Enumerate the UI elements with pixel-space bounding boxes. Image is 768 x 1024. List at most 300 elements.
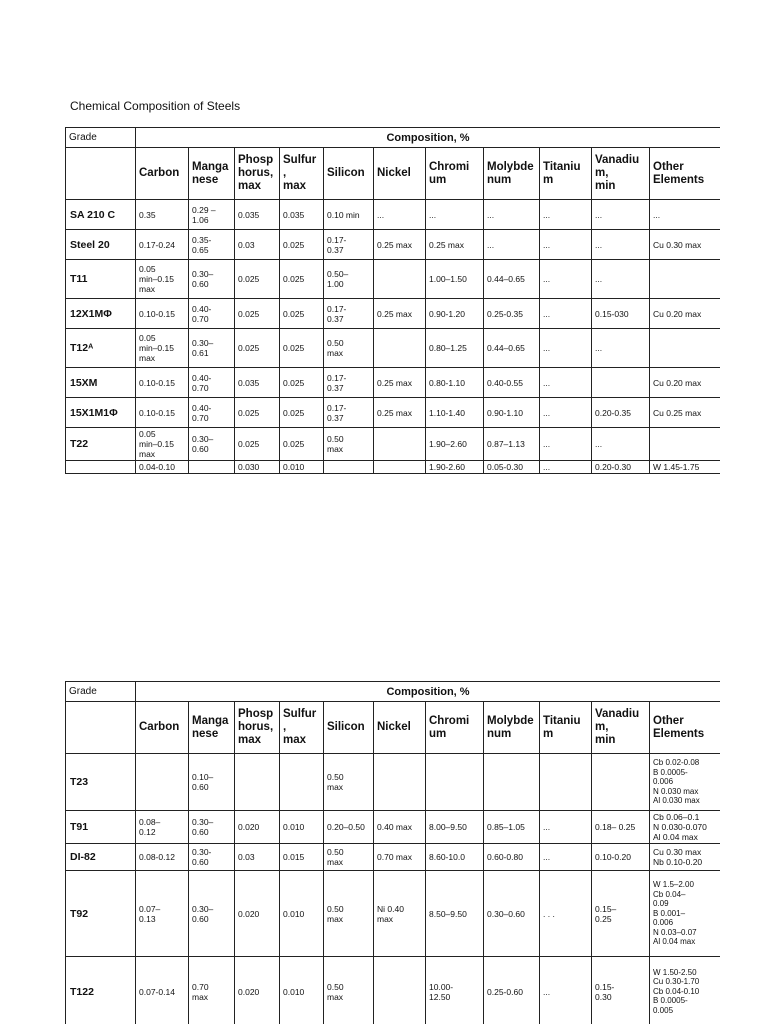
cell-line: 0.80–1.25 [429, 343, 467, 353]
cell-line: 0.13 [139, 913, 156, 924]
composition-cell [592, 461, 650, 474]
cell-line: 0.08– [139, 817, 161, 827]
cell-line: W 1.50-2.50 [653, 967, 697, 977]
composition-cell [592, 398, 650, 428]
cell-line: 0.20-0.30 [595, 462, 631, 472]
cell-line: 0.25-0.35 [487, 308, 523, 319]
cell-line: 0.10 min [327, 209, 360, 220]
composition-cell [374, 428, 426, 461]
cell-line: min–0.15 [139, 439, 174, 449]
cell-line: 10.00- [429, 981, 454, 992]
table-row [66, 200, 721, 230]
composition-cell [280, 398, 324, 428]
cell-line: ... [653, 209, 661, 220]
cell-line: ... [595, 209, 603, 220]
column-header [324, 702, 374, 754]
composition-cell [189, 957, 235, 1024]
cell-line: 0.70 [192, 382, 209, 393]
composition-cell [540, 299, 592, 329]
cell-line: 0.17-0.24 [139, 239, 175, 250]
column-header [484, 148, 540, 200]
composition-cell [592, 299, 650, 329]
composition-cell [189, 230, 235, 260]
composition-cell [374, 754, 426, 811]
cell-line: 0.80-1.10 [429, 377, 465, 388]
cell-line: 1.90–2.60 [429, 439, 467, 449]
cell-line: 0.30– [192, 434, 214, 444]
table-2-body [66, 754, 721, 1024]
cell-line: 0.10-0.15 [139, 377, 175, 388]
cell-line: ... [543, 308, 551, 319]
composition-cell [189, 428, 235, 461]
composition-cell [136, 461, 189, 474]
cell-line: 0.15-030 [595, 308, 629, 319]
column-header-row [66, 702, 721, 754]
cell-line: Cu 0.30-1.70 [653, 977, 700, 987]
grade-cell: 12X1MΦ [66, 299, 136, 329]
cell-line: 0.50 [327, 903, 344, 914]
cell-line: ... [543, 239, 551, 250]
composition-cell [540, 260, 592, 299]
cell-line: max [327, 348, 344, 358]
cell-line: 0.025 [283, 308, 305, 319]
composition-cell [650, 844, 721, 871]
composition-cell [484, 230, 540, 260]
cell-line: ... [543, 986, 551, 997]
cell-line: ... [543, 407, 551, 418]
composition-cell [374, 461, 426, 474]
composition-cell [650, 871, 721, 957]
composition-cell [189, 811, 235, 844]
table-row [66, 230, 721, 260]
composition-cell [374, 260, 426, 299]
cell-line: 0.025 [283, 407, 305, 418]
cell-line: 0.12 [139, 827, 156, 837]
cell-line: max [139, 449, 156, 459]
composition-cell [324, 428, 374, 461]
cell-line: ... [595, 274, 603, 284]
composition-cell [540, 398, 592, 428]
composition-header: Composition, % [136, 682, 721, 702]
composition-cell [324, 811, 374, 844]
cell-line: 0.17- [327, 303, 347, 314]
table-row [66, 871, 721, 957]
composition-cell [280, 428, 324, 461]
table-row [66, 957, 721, 1024]
cell-line: max [327, 991, 344, 1002]
cell-line: 0.025 [283, 274, 305, 284]
cell-line: 0.10-0.20 [595, 852, 631, 862]
composition-cell [484, 871, 540, 957]
cell-line: 0.006 [653, 777, 674, 787]
cell-line: 1.06 [192, 214, 209, 225]
composition-cell [650, 428, 721, 461]
cell-line: 0.37 [327, 313, 344, 324]
cell-line: 0.10– [192, 772, 214, 782]
composition-cell [280, 957, 324, 1024]
grade-cell: Steel 20 [66, 230, 136, 260]
composition-cell [426, 871, 484, 957]
composition-cell [592, 871, 650, 957]
composition-cell [235, 329, 280, 368]
column-header-line: , [283, 721, 287, 733]
composition-cell [484, 398, 540, 428]
column-header [280, 702, 324, 754]
cell-line: 0.08-0.12 [139, 852, 175, 862]
cell-line: 0.006 [653, 918, 674, 928]
cell-line: max [192, 991, 209, 1002]
composition-cell [189, 754, 235, 811]
composition-cell [324, 398, 374, 428]
cell-line: Cb 0.04-0.10 [653, 986, 700, 996]
composition-cell [136, 260, 189, 299]
cell-line: 8.00–9.50 [429, 822, 467, 832]
column-header [235, 148, 280, 200]
composition-cell [189, 368, 235, 398]
composition-cell [235, 260, 280, 299]
composition-cell [136, 200, 189, 230]
cell-line: 0.70 [192, 981, 209, 992]
composition-cell [484, 844, 540, 871]
composition-cell [235, 368, 280, 398]
cell-line: 0.20-0.35 [595, 407, 631, 418]
column-header-line: horus, [238, 167, 274, 179]
cell-line: 0.70 [192, 412, 209, 423]
cell-line: 0.90-1.20 [429, 308, 465, 319]
composition-cell [592, 230, 650, 260]
composition-cell [235, 299, 280, 329]
cell-line: max [327, 444, 344, 454]
composition-cell [426, 428, 484, 461]
column-header [189, 148, 235, 200]
composition-cell [540, 200, 592, 230]
composition-table-1 [65, 127, 720, 504]
composition-cell [540, 754, 592, 811]
composition-cell [592, 428, 650, 461]
composition-cell [484, 260, 540, 299]
cell-line: 0.50 [327, 847, 344, 857]
grade-cell: 15XM [66, 368, 136, 398]
cell-line: ... [543, 439, 551, 449]
cell-line: Cb 0.02-0.08 [653, 758, 700, 768]
column-header-line: Titaniu [543, 714, 581, 727]
cell-line: 0.035 [283, 209, 305, 220]
composition-cell [592, 811, 650, 844]
cell-line: 0.50 [327, 434, 344, 444]
composition-cell [650, 398, 721, 428]
column-header-row [66, 148, 721, 200]
cell-line: 0.60 [192, 913, 209, 924]
cell-line: 8.60-10.0 [429, 852, 465, 862]
grade-header: Grade [66, 128, 136, 148]
grade-cell: T23 [66, 754, 136, 811]
cell-line: 0.44–0.65 [487, 274, 525, 284]
composition-cell [592, 200, 650, 230]
composition-cell [324, 754, 374, 811]
column-header-line: Nickel [377, 721, 411, 733]
column-header-line: , [283, 167, 287, 179]
column-header-line: Vanadiu [595, 708, 640, 720]
composition-cell [484, 811, 540, 844]
cell-line: 0.85–1.05 [487, 822, 525, 832]
composition-cell [235, 957, 280, 1024]
cell-line: min–0.15 [139, 343, 174, 353]
grade-cell: T22 [66, 428, 136, 461]
composition-cell [280, 844, 324, 871]
cell-line: 0.60-0.80 [487, 852, 523, 862]
composition-cell [484, 428, 540, 461]
composition-cell [235, 428, 280, 461]
cell-line: 0.25 max [429, 239, 464, 250]
cell-line: 0.020 [238, 986, 260, 997]
composition-cell [189, 398, 235, 428]
composition-cell [426, 811, 484, 844]
composition-cell [374, 844, 426, 871]
composition-cell [235, 754, 280, 811]
cell-line: 0.60 [192, 279, 209, 289]
cell-line: Cu 0.25 max [653, 407, 702, 418]
column-header-line: Carbon [139, 167, 180, 179]
composition-cell [426, 368, 484, 398]
cell-line: 0.025 [238, 439, 260, 449]
grade-cell: SA 210 C [66, 200, 136, 230]
grade-cell [66, 461, 136, 474]
composition-cell [324, 200, 374, 230]
column-header-line: Chromi [429, 160, 470, 173]
cell-line: ... [543, 822, 551, 832]
cell-line: Cb 0.06–0.1 [653, 812, 700, 822]
column-header-line: Vanadiu [595, 154, 640, 166]
cell-line: 0.010 [283, 822, 305, 832]
cell-line: 0.025 [283, 377, 305, 388]
composition-cell [136, 871, 189, 957]
composition-cell [650, 957, 721, 1024]
column-header-line: Silicon [327, 721, 365, 733]
column-header-line: min [595, 180, 616, 192]
column-header-line: m, [595, 167, 609, 179]
composition-cell [136, 811, 189, 844]
composition-cell [484, 299, 540, 329]
cell-line: 0.60 [192, 444, 209, 454]
composition-cell [540, 957, 592, 1024]
composition-cell [374, 871, 426, 957]
cell-line: 0.90-1.10 [487, 407, 523, 418]
column-header-line: Molybde [487, 714, 534, 727]
cell-line: 0.30– [192, 269, 214, 279]
composition-cell [650, 811, 721, 844]
composition-cell [426, 230, 484, 260]
cell-line: 0.05-0.30 [487, 462, 523, 472]
cell-line: 0.30– [192, 817, 214, 827]
cell-line: 0.25-0.60 [487, 986, 523, 997]
column-header-line: Elements [653, 727, 705, 740]
column-header-line: um [429, 173, 447, 186]
composition-cell [592, 260, 650, 299]
composition-cell [650, 200, 721, 230]
composition-cell [189, 200, 235, 230]
composition-cell [136, 754, 189, 811]
column-header-line: nese [192, 727, 219, 740]
column-header-line: m [543, 173, 554, 186]
column-header-line: Molybde [487, 160, 534, 173]
column-header-line: Carbon [139, 721, 180, 733]
composition-table-2 [65, 681, 720, 1024]
column-header [484, 702, 540, 754]
composition-cell [650, 230, 721, 260]
cell-line: B 0.001– [653, 908, 686, 918]
cell-line: 0.030 [238, 462, 260, 472]
table-row [66, 811, 721, 844]
cell-line: ... [377, 209, 385, 220]
cell-line: 0.60 [192, 782, 209, 792]
cell-line: 0.50– [327, 269, 349, 279]
column-header [189, 702, 235, 754]
column-header-line: Chromi [429, 714, 470, 727]
cell-line: B 0.0005- [653, 996, 688, 1006]
composition-cell [324, 957, 374, 1024]
cell-line: 0.07– [139, 903, 161, 914]
cell-line: 0.29 – [192, 204, 216, 215]
cell-line: Al 0.04 max [653, 832, 698, 842]
composition-cell [189, 461, 235, 474]
cell-line: 0.17- [327, 402, 347, 413]
column-header-line: Phosp [238, 708, 274, 720]
cell-line: ... [487, 239, 495, 250]
cell-line: 0.25 max [377, 407, 412, 418]
composition-cell [280, 871, 324, 957]
cell-line: N 0.030 max [653, 786, 699, 796]
composition-cell [374, 230, 426, 260]
cell-line: 0.020 [238, 822, 260, 832]
column-header-line: m [543, 727, 554, 740]
composition-cell [189, 260, 235, 299]
cell-line: W 1.5–2.00 [653, 879, 694, 889]
composition-cell [235, 844, 280, 871]
cell-line: 1.00 [327, 279, 344, 289]
grade-cell: 15X1M1Φ [66, 398, 136, 428]
cell-line: 0.010 [283, 908, 305, 919]
cell-line: 0.05 [139, 264, 156, 274]
cell-line: 0.07-0.14 [139, 986, 175, 997]
cell-line: 0.035 [238, 209, 260, 220]
cell-line: 0.30 [595, 991, 612, 1002]
cell-line: max [377, 913, 394, 924]
composition-cell [324, 329, 374, 368]
column-header-line: Nickel [377, 167, 411, 179]
composition-cell [374, 398, 426, 428]
column-header [540, 702, 592, 754]
cell-line: 0.37 [327, 244, 344, 255]
column-header-line: Silicon [327, 167, 365, 179]
column-header [426, 702, 484, 754]
grade-cell: T12ᴬ [66, 329, 136, 368]
cell-line: 0.30– [192, 903, 214, 914]
composition-cell [426, 957, 484, 1024]
cell-line: . . . [543, 908, 555, 919]
composition-cell [189, 299, 235, 329]
composition-cell [136, 844, 189, 871]
cell-line: 0.25 [595, 913, 612, 924]
composition-cell [650, 260, 721, 299]
cell-line: ... [543, 852, 551, 862]
cell-line: 0.05 [139, 333, 156, 343]
composition-cell [650, 461, 721, 474]
column-header [426, 148, 484, 200]
composition-cell [484, 329, 540, 368]
composition-cell [484, 461, 540, 474]
composition-cell [540, 329, 592, 368]
composition-cell [189, 871, 235, 957]
cell-line: 0.40 max [377, 822, 412, 832]
cell-line: ... [595, 343, 603, 353]
cell-line: 0.40- [192, 372, 212, 383]
blank-header-cell [66, 702, 136, 754]
cell-line: 0.025 [283, 439, 305, 449]
composition-cell [374, 957, 426, 1024]
cell-line: ... [595, 439, 603, 449]
column-header-line: nese [192, 173, 219, 186]
cell-line: 0.03 [238, 852, 255, 862]
column-header [540, 148, 592, 200]
cell-line: 8.50–9.50 [429, 908, 467, 919]
column-header-line: num [487, 727, 512, 740]
composition-cell [426, 299, 484, 329]
cell-line: 0.25 max [377, 308, 412, 319]
cell-line: 0.010 [283, 462, 305, 472]
column-header-line: Other [653, 714, 684, 727]
column-header-line: Manga [192, 160, 229, 173]
composition-cell [189, 329, 235, 368]
composition-cell [426, 398, 484, 428]
table-row [66, 299, 721, 329]
composition-cell [235, 871, 280, 957]
cell-line: Cu 0.30 max [653, 239, 702, 250]
composition-cell [280, 200, 324, 230]
composition-cell [540, 871, 592, 957]
cell-line: ... [543, 343, 551, 353]
composition-cell [650, 329, 721, 368]
cell-line: 0.40- [192, 303, 212, 314]
column-header [136, 148, 189, 200]
cell-line: max [327, 782, 344, 792]
cell-line: ... [543, 377, 551, 388]
column-header-line: horus, [238, 721, 274, 733]
composition-cell [136, 368, 189, 398]
column-header-line: Other [653, 160, 684, 173]
cell-line: 0.025 [283, 239, 305, 250]
cell-line: 0.50 [327, 981, 344, 992]
cell-line: 0.70 [192, 313, 209, 324]
column-header [650, 702, 721, 754]
cell-line: N 0.030-0.070 [653, 822, 707, 832]
cell-line: Cu 0.30 max [653, 847, 702, 857]
cell-line: 0.015 [283, 852, 305, 862]
grade-cell: T122 [66, 957, 136, 1024]
cell-line: W 1.45-1.75 [653, 462, 700, 472]
cell-line: 0.04-0.10 [139, 462, 175, 472]
cell-line: 0.09 [653, 899, 669, 909]
composition-cell [484, 368, 540, 398]
blank-header-cell [66, 148, 136, 200]
column-header-line: m, [595, 721, 609, 733]
column-header [374, 148, 426, 200]
composition-cell [324, 871, 374, 957]
composition-cell [136, 957, 189, 1024]
column-header-line: max [238, 180, 262, 192]
steel-table-2 [65, 681, 720, 1024]
composition-cell [592, 957, 650, 1024]
cell-line: 0.025 [238, 274, 260, 284]
